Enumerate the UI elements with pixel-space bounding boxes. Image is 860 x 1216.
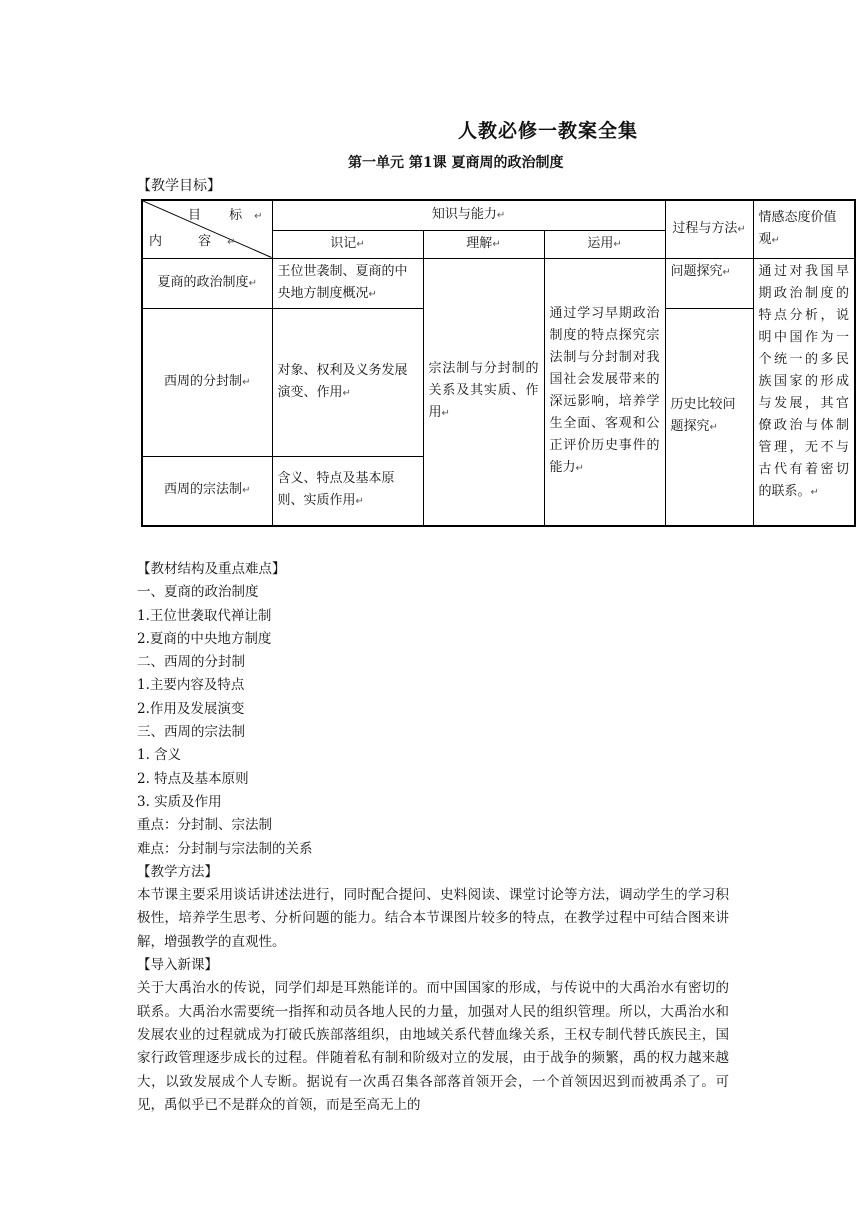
text-line: 【教学方法】: [137, 863, 218, 880]
text-line: 1.王位世袭取代禅让制: [137, 607, 272, 624]
understand-cell: 宗法制与分封制的关系及其实质、作用 ↵: [423, 258, 544, 526]
knowledge-ability-header: 知识与能力 ↵: [272, 200, 665, 230]
lesson-body: [137, 558, 729, 1117]
text-line: 二、西周的分封制: [137, 654, 245, 671]
text-line: 难点：分封制与宗法制的关系: [137, 840, 313, 857]
apply-header: 运用 ↵: [544, 230, 665, 258]
text-line: 三、西周的宗法制: [137, 724, 245, 741]
process-cell: 问题探究 ↵: [665, 258, 753, 308]
row-label: 西周的分封制 ↵: [142, 308, 272, 456]
intro-heading: 【导入新课】: [137, 957, 218, 974]
text-line: 3. 实质及作用: [137, 793, 222, 810]
row-label: 西周的宗法制 ↵: [142, 456, 272, 526]
lesson-title: 第一单元 第1课 夏商周的政治制度: [348, 155, 564, 171]
recall-cell: 对象、权利及义务发展演变、作用 ↵: [272, 308, 423, 456]
text-line: 1. 含义: [137, 747, 182, 764]
recall-cell: 含义、特点及基本原则、实质作用 ↵: [272, 456, 423, 526]
text-line: 2.作用及发展演变: [137, 700, 245, 717]
process-method-header: 过程与方法 ↵: [665, 200, 753, 258]
recall-cell: 王位世袭制、夏商的中央地方制度概况 ↵: [272, 258, 423, 308]
row-label: 夏商的政治制度 ↵: [142, 258, 272, 308]
apply-cell: 通过学习早期政治制度的特点探究宗法制与分封制对我国社会发展带来的深远影响，培养学生全面、客观和公正评价历史事件的能力 ↵: [544, 258, 665, 526]
text-line: 1.主要内容及特点: [137, 677, 245, 694]
process-cell: 历史比较问题探究 ↵: [665, 308, 753, 526]
table-corner-cell: 目 标 ↵ 内 容 ↵: [142, 200, 272, 258]
teaching-objectives-table: [141, 199, 856, 527]
understand-header: 理解 ↵: [423, 230, 544, 258]
text-line: 2.夏商的中央地方制度: [137, 630, 272, 647]
emotion-cell: 通过对我国早期政治制度的特点分析，说明中国作为一个统一的多民族国家的形成与发展，其官僚政治与体制管理，无不与古代有着密切的联系。 ↵: [753, 258, 855, 526]
intro-paragraph: 关于大禹治水的传说，同学们却是耳熟能详的。而中国国家的形成，与传说中的大禹治水有密切的联系。大禹治水需要统一指挥和动员各地人民的力量，加强对人民的组织管理。所以，大禹治水和发展农业的过程就成为打破氏族部落组织，由地域关系代替血缘关系，王权专制代替氏族民主，国家行政管理逐步成长的过程。伴随着私有制和阶级对立的发展，由于战争的频繁，禹的权力越来越大，以致发展成个人专断。据说有一次禹召集各部落首领开会，一个首领因迟到而被禹杀了。可见，禹似乎已不是群众的首领，而是至高无上的: [137, 980, 729, 1113]
emotion-values-header: 情感态度价值观 ↵: [753, 200, 855, 258]
text-line: 2. 特点及基本原则: [137, 770, 249, 787]
document-title: 人教必修一教案全集: [458, 120, 639, 142]
teaching-goals-heading: 【教学目标】: [137, 178, 221, 194]
text-line: 一、夏商的政治制度: [137, 584, 259, 601]
text-line: 【教材结构及重点难点】: [137, 561, 286, 577]
method-paragraph: 本节课主要采用谈话讲述法进行，同时配合提问、史料阅读、课堂讨论等方法，调动学生的学习积极性，培养学生思考、分析问题的能力。结合本节课图片较多的特点，在教学过程中可结合图来讲解，增强教学的直观性。: [137, 887, 729, 950]
text-line: 重点：分封制、宗法制: [137, 817, 272, 834]
recall-header: 识记 ↵: [272, 230, 423, 258]
